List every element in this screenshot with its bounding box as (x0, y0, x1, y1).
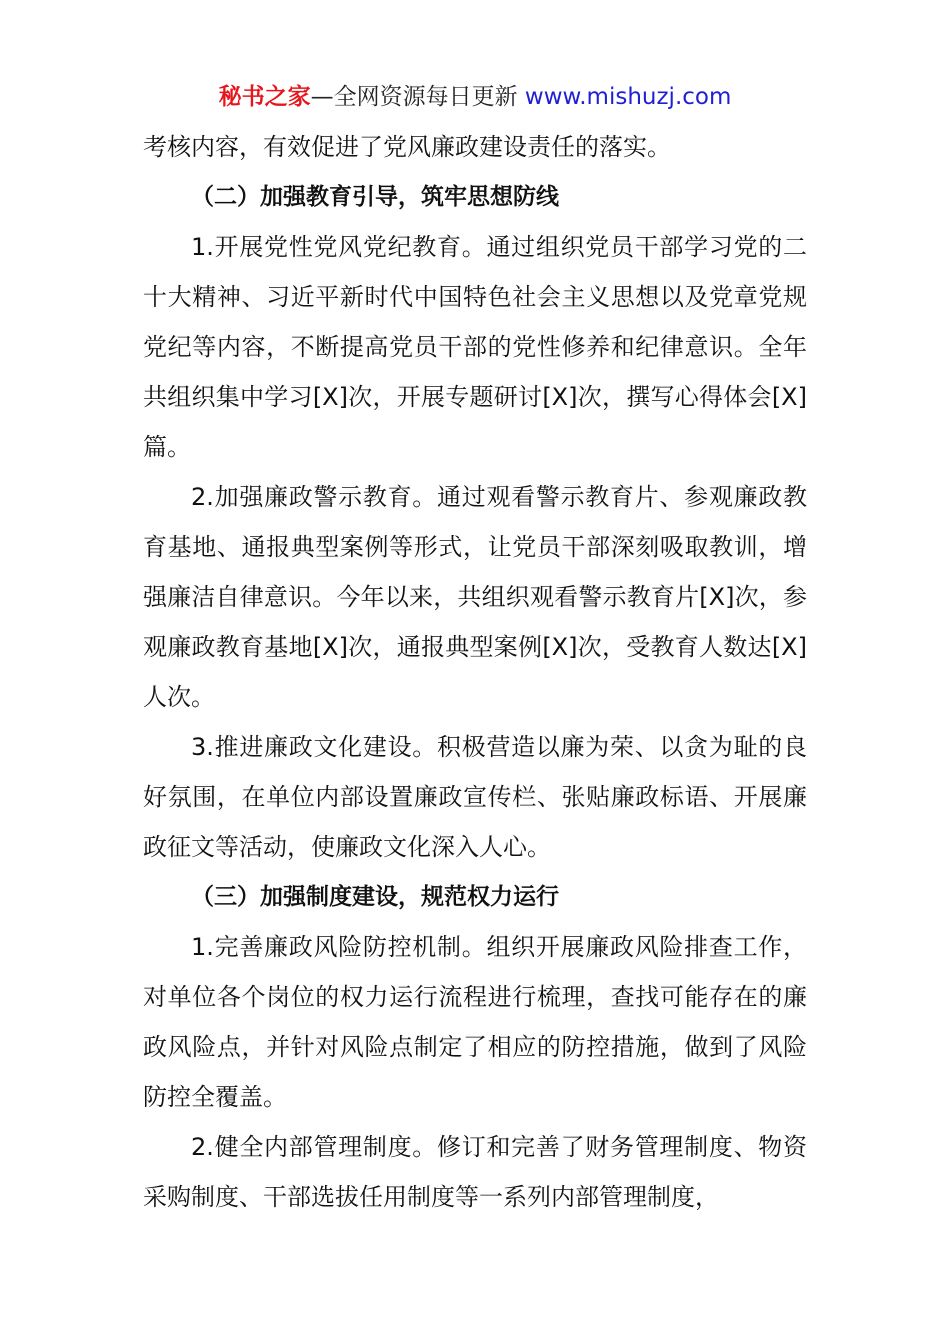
paragraph-3: 3.推进廉政文化建设。积极营造以廉为荣、以贪为耻的良好氛围，在单位内部设置廉政宣传栏、张贴廉政标语、开展廉政征文等活动，使廉政文化深入人心。 (143, 733, 807, 861)
section-heading-3: （三）加强制度建设，规范权力运行 (191, 884, 559, 910)
paragraph-1: 1.开展党性党风党纪教育。通过组织党员干部学习党的二十大精神、习近平新时代中国特色社会主义思想以及党章党规党纪等内容，不断提高党员干部的党性修养和纪律意识。全年共组织集中学习[X]次，开展专题研讨[X]次，撰写心得体会[X]篇。 (143, 233, 807, 461)
paragraph-5: 2.健全内部管理制度。修订和完善了财务管理制度、物资采购制度、干部选拔任用制度等一系列内部管理制度， (143, 1133, 807, 1211)
site-brand: 秘书之家 (218, 84, 311, 110)
section-heading-2: （二）加强教育引导，筑牢思想防线 (191, 184, 559, 210)
site-tagline: —全网资源每日更新 (310, 84, 518, 110)
document-body (143, 122, 807, 1222)
site-header (0, 80, 950, 114)
paragraph-continuation: 考核内容，有效促进了党风廉政建设责任的落实。 (143, 133, 671, 161)
paragraph-4: 1.完善廉政风险防控机制。组织开展廉政风险排查工作，对单位各个岗位的权力运行流程进行梳理，查找可能存在的廉政风险点，并针对风险点制定了相应的防控措施，做到了风险防控全覆盖。 (143, 933, 807, 1111)
paragraph-2: 2.加强廉政警示教育。通过观看警示教育片、参观廉政教育基地、通报典型案例等形式，让党员干部深刻吸取教训，增强廉洁自律意识。今年以来，共组织观看警示教育片[X]次，参观廉政教育基地[X]次，通报典型案例[X]次，受教育人数达[X]人次。 (143, 483, 807, 711)
site-url-link[interactable]: www.mishuzj.com (524, 84, 732, 110)
